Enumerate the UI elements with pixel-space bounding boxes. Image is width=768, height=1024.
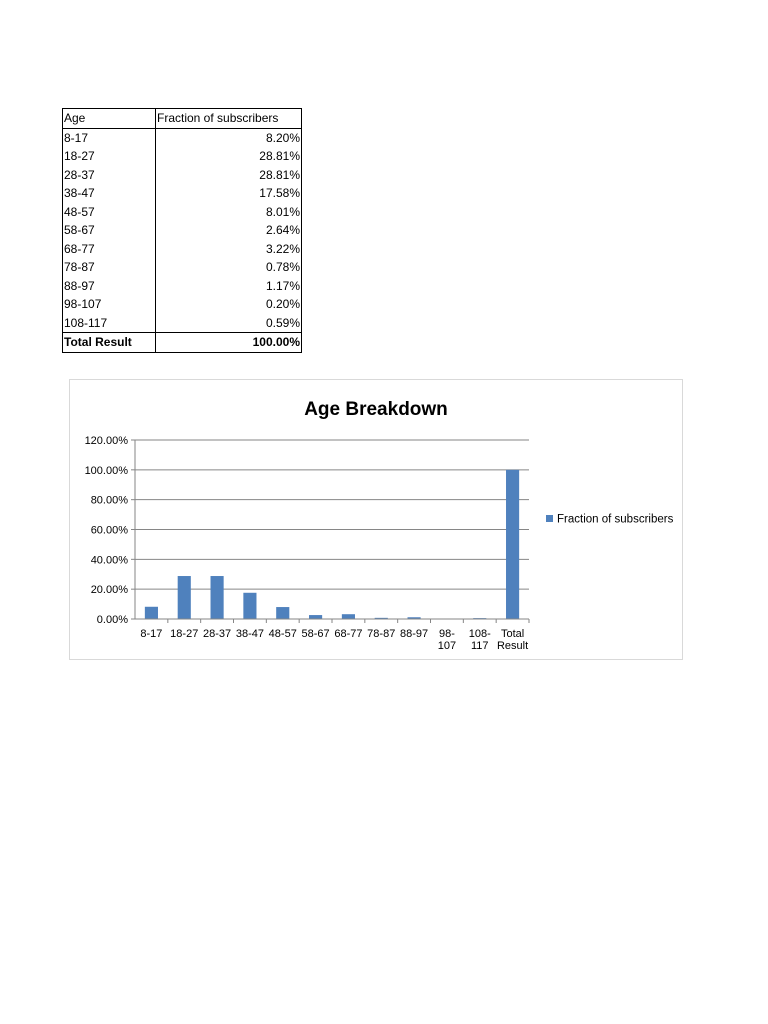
fraction-cell: 8.01%: [265, 204, 300, 219]
x-tick-label: [302, 628, 330, 640]
legend-swatch: [546, 515, 553, 522]
y-tick-label: 60.00%: [90, 524, 128, 537]
x-tick-label-line: 68-77: [334, 628, 363, 640]
x-tick-label: [469, 628, 491, 652]
x-tick-label-line: 38-47: [235, 628, 264, 640]
fraction-cell: 1.17%: [265, 278, 300, 293]
fraction-cell: 17.58%: [259, 186, 300, 201]
age-cell: 98-107: [63, 295, 156, 314]
table-total-row: [63, 333, 302, 353]
y-tick-label: 40.00%: [90, 554, 128, 567]
x-tick-label-line: 28-37: [203, 628, 232, 640]
chart-title: Age Breakdown: [304, 399, 448, 420]
bar: [276, 607, 289, 619]
x-tick-label: [438, 628, 456, 652]
x-tick-label-line: 18-27: [170, 628, 199, 640]
bar: [145, 607, 158, 619]
x-tick-label-line: 8-17: [140, 628, 163, 640]
age-cell: 68-77: [63, 240, 156, 259]
bar: [211, 576, 224, 619]
bar: [309, 615, 322, 619]
x-tick-label: [269, 628, 297, 640]
y-tick-label: 120.00%: [84, 435, 128, 447]
legend-label: Fraction of subscribers: [557, 513, 674, 526]
table-row: [63, 128, 302, 147]
age-breakdown-chart: [69, 379, 683, 660]
x-tick-label-line: 117: [470, 640, 489, 652]
age-cell: 38-47: [63, 184, 156, 203]
y-tick-label: 20.00%: [90, 584, 128, 597]
y-tick-label: 0.00%: [96, 614, 128, 626]
age-cell: 78-87: [63, 258, 156, 277]
x-tick-label-line: 108-: [468, 628, 491, 640]
x-tick-label-line: 107: [437, 640, 457, 652]
age-cell: 18-27: [63, 147, 156, 166]
x-tick-label: [334, 628, 362, 640]
age-cell: 28-37: [63, 166, 156, 185]
fraction-cell: 28.81%: [259, 149, 300, 164]
x-tick-label: [367, 628, 395, 640]
table-row: [63, 295, 302, 314]
fraction-cell: 2.64%: [265, 223, 300, 238]
x-tick-label-line: Result: [496, 640, 529, 652]
table-row: [63, 166, 302, 185]
age-cell: 58-67: [63, 221, 156, 240]
fraction-cell: 3.22%: [265, 241, 300, 256]
x-tick-label: [140, 628, 162, 640]
table-row: [63, 277, 302, 296]
table-row: [63, 240, 302, 259]
total-label-cell: Total Result: [63, 333, 156, 353]
fraction-column-header: Fraction of subscribers: [156, 109, 302, 129]
age-cell: 48-57: [63, 203, 156, 222]
age-column-header: Age: [63, 109, 156, 129]
x-tick-label-line: 88-97: [400, 628, 429, 640]
table-row: [63, 314, 302, 333]
bar: [243, 593, 256, 619]
age-cell: 108-117: [63, 314, 156, 333]
fraction-cell: 0.59%: [265, 315, 300, 330]
fraction-cell: 28.81%: [259, 167, 300, 182]
bar: [342, 614, 355, 619]
x-tick-label: [203, 628, 231, 640]
x-tick-label-line: 58-67: [301, 628, 330, 640]
x-tick-label: [497, 628, 528, 652]
age-table: [62, 108, 302, 353]
x-tick-label-line: 98-: [438, 628, 455, 640]
fraction-cell: 8.20%: [265, 130, 300, 145]
fraction-cell: 0.20%: [265, 297, 300, 312]
x-tick-label: [400, 628, 428, 640]
fraction-cell: 0.78%: [265, 260, 300, 275]
table-row: [63, 147, 302, 166]
age-cell: 88-97: [63, 277, 156, 296]
table-header-row: [63, 109, 302, 129]
x-tick-label: [170, 628, 198, 640]
bar: [506, 470, 519, 619]
total-value-cell: 100.00%: [156, 333, 302, 353]
y-tick-label: 80.00%: [90, 494, 128, 507]
chart-svg: [70, 380, 682, 659]
x-tick-label-line: 48-57: [268, 628, 297, 640]
y-tick-label: 100.00%: [84, 464, 128, 477]
age-cell: 8-17: [63, 128, 156, 147]
x-tick-label-line: Total: [500, 628, 525, 640]
bar: [178, 576, 191, 619]
x-tick-label-line: 78-87: [367, 628, 396, 640]
x-tick-label: [236, 628, 264, 640]
table-row: [63, 203, 302, 222]
table-row: [63, 184, 302, 203]
table-row: [63, 221, 302, 240]
table-row: [63, 258, 302, 277]
